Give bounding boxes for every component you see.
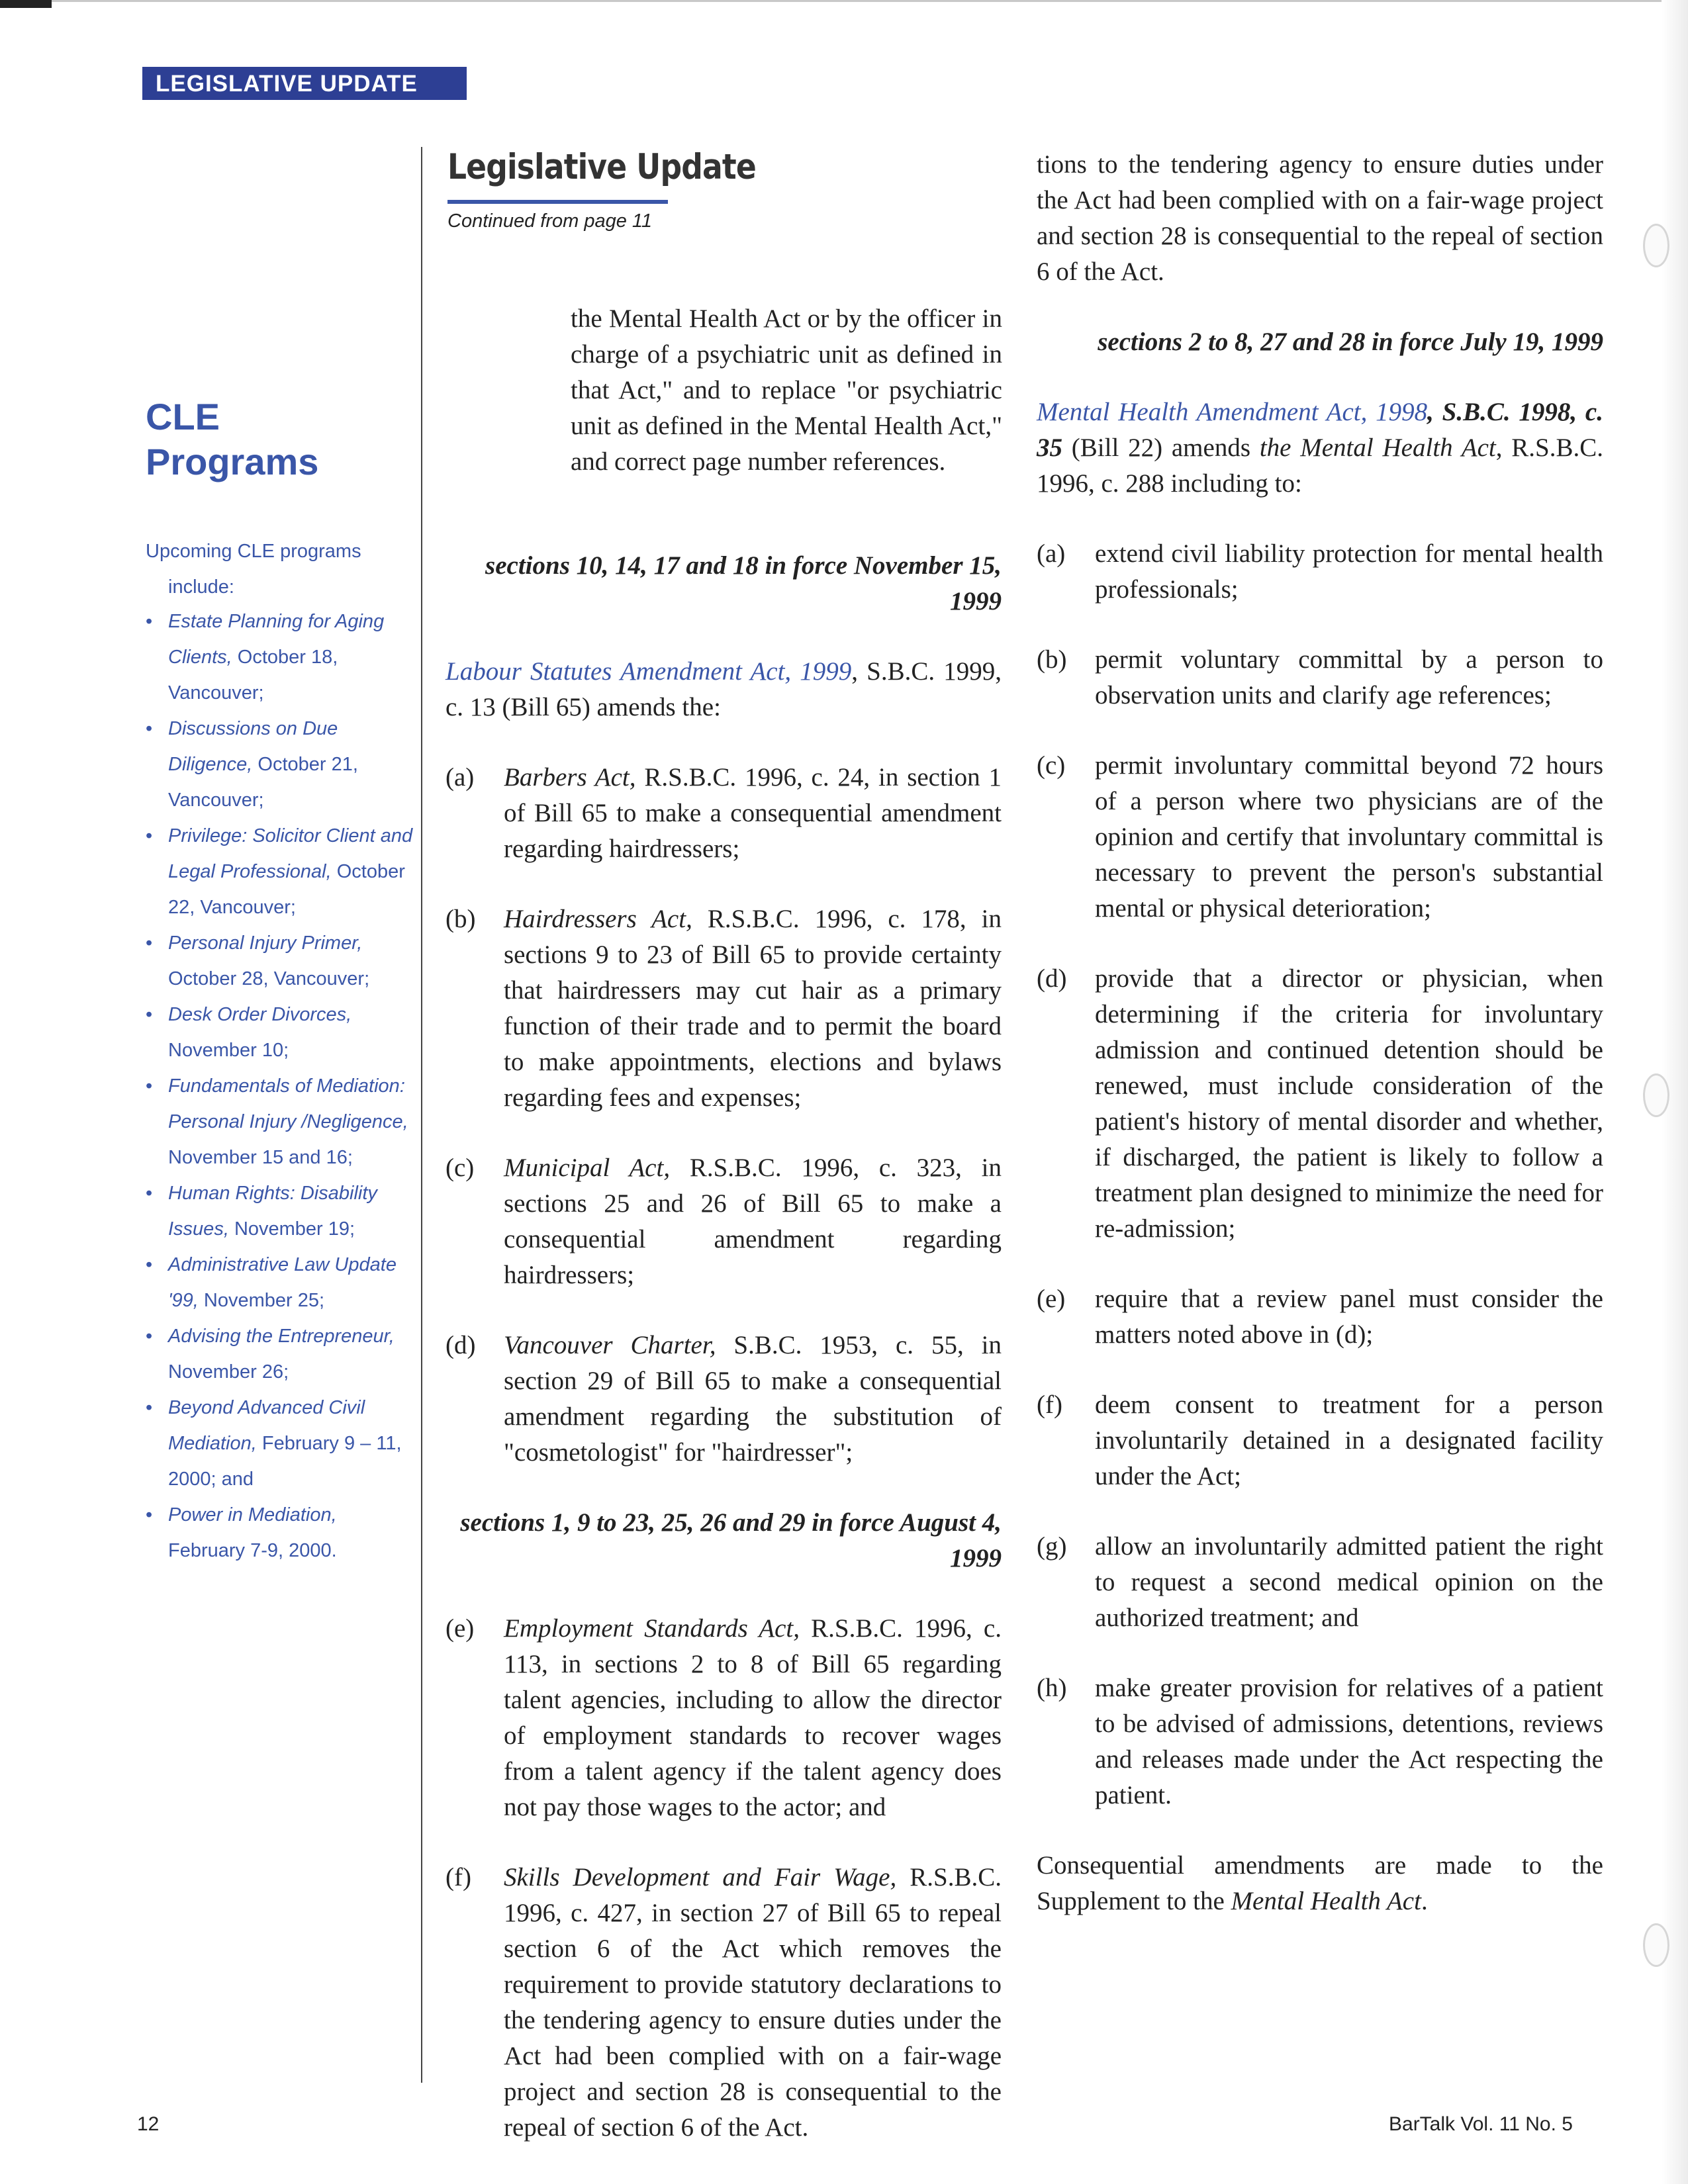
act-cite: , S.B.C. 1998, c. 35 bbox=[1037, 398, 1603, 462]
act-name: Mental Health Act bbox=[1231, 1887, 1421, 1915]
item-text: provide that a director or physician, when determining if the criteria for involuntary admission and continued detention should be renewed, must include consideration of the patient's history of mental disorder and whether, if discharged, the patient is likely to follow a treatment plan designed to minimize the need for re-admission; bbox=[1095, 964, 1603, 1243]
sidebar-title-line: Programs bbox=[146, 441, 319, 482]
list-item bbox=[1037, 536, 1603, 608]
item-text: allow an involuntarily admitted patient the right to request a second medical opinion on the authorized treatment; and bbox=[1095, 1532, 1603, 1632]
sidebar-intro bbox=[146, 533, 410, 605]
program-title: Personal Injury Primer, bbox=[168, 933, 363, 954]
article-heading: Legislative Update bbox=[447, 147, 756, 187]
binder-hole bbox=[1643, 1923, 1669, 1967]
program-title: Discussions on Due Diligence, bbox=[168, 718, 338, 775]
program-detail: February 7-9, 2000. bbox=[168, 1540, 337, 1561]
act-name: Municipal Act, bbox=[504, 1154, 671, 1182]
list-item bbox=[146, 1068, 417, 1175]
act-name: Skills Development and Fair Wage, bbox=[504, 1863, 897, 1891]
program-detail: October 28, Vancouver; bbox=[168, 968, 370, 989]
bullet-icon: • bbox=[146, 1183, 153, 1204]
act-name: Vancouver Charter, bbox=[504, 1331, 716, 1359]
list-item bbox=[1037, 1670, 1603, 1813]
heading-underline bbox=[447, 200, 668, 204]
list-item bbox=[146, 1175, 417, 1247]
list-item bbox=[445, 901, 1002, 1116]
act-name: Employment Standards Act, bbox=[504, 1614, 800, 1643]
page-number: 12 bbox=[137, 2113, 160, 2135]
program-title: Estate Planning for Aging Clients, bbox=[168, 611, 385, 668]
item-label: (b) bbox=[1037, 645, 1067, 674]
item-text: R.S.B.C. 1996, c. 24, in section 1 of Bill 65 to make a consequential amendment regarding hairdressers; bbox=[504, 763, 1002, 863]
item-label: (c) bbox=[1037, 751, 1066, 780]
program-detail: October 22, Vancouver; bbox=[168, 861, 405, 918]
list-item bbox=[445, 1860, 1002, 2142]
article-column-2-top bbox=[571, 301, 1002, 480]
list-item bbox=[445, 760, 1002, 867]
closing-text: Consequential amendments are made to the Supplement to the bbox=[1037, 1851, 1603, 1915]
list-item bbox=[1037, 642, 1603, 713]
item-label: (e) bbox=[445, 1614, 475, 1643]
act-intro-end: , R.S.B.C. 1996, c. 288 including to: bbox=[1037, 433, 1603, 498]
program-detail: November 10; bbox=[168, 1040, 289, 1061]
binder-hole bbox=[1643, 1073, 1669, 1117]
item-text: R.S.B.C. 1996, c. 427, in section 27 of Bill 65 to repeal section 6 of the Act which removes the requirement to provide statutory declarations to the tendering agency to ensure duties under the Act had been complied with on a fair-wage project and section 28 is consequential to the repeal of section 6 of the Act. bbox=[504, 1863, 1002, 2142]
program-title: Advising the Entrepreneur, bbox=[168, 1326, 395, 1347]
list-item bbox=[146, 1247, 417, 1318]
sidebar-intro-line: include: bbox=[168, 576, 234, 598]
program-title: Power in Mediation, bbox=[168, 1504, 337, 1525]
program-title: Fundamentals of Mediation: Personal Injury /Negligence, bbox=[168, 1075, 408, 1132]
cle-program-list bbox=[146, 604, 417, 1569]
list-item bbox=[445, 1328, 1002, 1471]
list-item bbox=[1037, 961, 1603, 1247]
bullet-icon: • bbox=[146, 1004, 153, 1025]
list-item bbox=[1037, 748, 1603, 927]
list-item bbox=[1037, 1529, 1603, 1636]
list-item bbox=[146, 711, 417, 818]
closing-end: . bbox=[1421, 1887, 1428, 1915]
paragraph: tions to the tendering agency to ensure duties under the Act had been complied with on a fair-wage project and section 28 is consequential to the repeal of section 6 of the Act. bbox=[1037, 150, 1603, 286]
item-text: S.B.C. 1953, c. 55, in section 29 of Bill 65 to make a consequential amendment regarding the substitution of "cosmetologist" for "hairdresser"; bbox=[504, 1331, 1002, 1467]
bullet-icon: • bbox=[146, 933, 153, 954]
item-text: R.S.B.C. 1996, c. 323, in sections 25 and 26 of Bill 65 to make a consequential amendment regarding hairdressers; bbox=[504, 1154, 1002, 1289]
list-item bbox=[146, 925, 417, 997]
act-intro: , S.B.C. 1999, c. 13 (Bill 65) amends the: bbox=[445, 657, 1002, 721]
program-title: Desk Order Divorces, bbox=[168, 1004, 352, 1025]
act-title: Mental Health Amendment Act, 1998 bbox=[1037, 398, 1428, 426]
act-name: Hairdressers Act, bbox=[504, 905, 692, 933]
list-item bbox=[146, 1497, 417, 1569]
sidebar-title-line: CLE bbox=[146, 396, 220, 437]
item-text: permit voluntary committal by a person to observation units and clarify age references; bbox=[1095, 645, 1603, 709]
item-text: require that a review panel must consider the matters noted above in (d); bbox=[1095, 1285, 1603, 1349]
program-title: Beyond Advanced Civil Mediation, bbox=[168, 1397, 365, 1454]
item-label: (a) bbox=[1037, 539, 1066, 568]
sidebar-intro-line: Upcoming CLE programs bbox=[146, 541, 361, 562]
corner-mark bbox=[0, 0, 52, 8]
bullet-icon: • bbox=[146, 1254, 153, 1275]
list-item bbox=[1037, 1387, 1603, 1494]
list-item bbox=[445, 1150, 1002, 1293]
binder-hole bbox=[1643, 224, 1669, 267]
program-title: Administrative Law Update '99, bbox=[168, 1254, 397, 1311]
list-item bbox=[445, 1611, 1002, 1825]
list-item bbox=[1037, 1281, 1603, 1353]
act-intro: (Bill 22) amends bbox=[1062, 433, 1260, 462]
force-note: sections 10, 14, 17 and 18 in force November 15, 1999 bbox=[485, 551, 1002, 615]
item-text: R.S.B.C. 1996, c. 178, in sections 9 to 23 of Bill 65 to provide certainty that hairdressers may cut hair as a primary function of their trade and to permit the board to make appointments, elections and bylaws regarding fees and expenses; bbox=[504, 905, 1002, 1112]
bullet-icon: • bbox=[146, 1397, 153, 1418]
list-item bbox=[146, 818, 417, 925]
item-label: (b) bbox=[445, 905, 476, 933]
item-label: (f) bbox=[1037, 1390, 1062, 1419]
program-title: Privilege: Solicitor Client and Legal Professional, bbox=[168, 825, 413, 882]
bullet-icon: • bbox=[146, 1326, 153, 1347]
item-text: deem consent to treatment for a person involuntarily detained in a designated facility under the Act; bbox=[1095, 1390, 1603, 1490]
continued-note: Continued from page 11 bbox=[447, 210, 653, 232]
program-detail: November 26; bbox=[168, 1361, 289, 1383]
item-label: (c) bbox=[445, 1154, 475, 1182]
program-detail: October 18, Vancouver; bbox=[168, 647, 338, 704]
list-item bbox=[146, 1390, 417, 1497]
bullet-icon: • bbox=[146, 1075, 153, 1097]
magazine-issue: BarTalk Vol. 11 No. 5 bbox=[1389, 2113, 1573, 2135]
paragraph: the Mental Health Act or by the officer in charge of a psychiatric unit as defined in that Act," and to replace "or psychiatric unit as defined in the Mental Health Act," and correct page number references. bbox=[571, 304, 1002, 476]
bullet-icon: • bbox=[146, 718, 153, 739]
article-column-3 bbox=[1037, 147, 1603, 1919]
program-detail: November 15 and 16; bbox=[168, 1147, 353, 1168]
article-column-2 bbox=[445, 548, 1002, 2142]
item-text: make greater provision for relatives of a patient to be advised of admissions, detentions, reviews and releases made under the Act respecting the patient. bbox=[1095, 1674, 1603, 1809]
paragraph bbox=[1037, 394, 1603, 502]
item-label: (d) bbox=[1037, 964, 1067, 993]
force-note: sections 1, 9 to 23, 25, 26 and 29 in force August 4, 1999 bbox=[460, 1508, 1002, 1572]
act-title: Labour Statutes Amendment Act, 1999 bbox=[445, 657, 852, 686]
item-text: extend civil liability protection for mental health professionals; bbox=[1095, 539, 1603, 604]
item-label: (a) bbox=[445, 763, 475, 792]
item-text: permit involuntary committal beyond 72 hours of a person where two physicians are of the opinion and certify that involuntary committal is necessary to prevent the person's substantial mental or physical deterioration; bbox=[1095, 751, 1603, 923]
item-text: R.S.B.C. 1996, c. 113, in sections 2 to 8 of Bill 65 regarding talent agencies, including to allow the director of employment standards to recover wages from a talent agency if the talent agency does not pay those wages to the actor; and bbox=[504, 1614, 1002, 1821]
bullet-icon: • bbox=[146, 825, 153, 846]
sidebar-title bbox=[146, 394, 397, 484]
item-label: (f) bbox=[445, 1863, 471, 1891]
column-divider bbox=[421, 147, 422, 2083]
force-note: sections 2 to 8, 27 and 28 in force July 19, 1999 bbox=[1098, 328, 1603, 356]
act-name: the Mental Health Act bbox=[1259, 433, 1496, 462]
top-edge-line bbox=[0, 0, 1688, 2]
item-label: (d) bbox=[445, 1331, 476, 1359]
program-detail: November 25; bbox=[203, 1290, 325, 1311]
bullet-icon: • bbox=[146, 611, 153, 632]
program-title: Human Rights: Disability Issues, bbox=[168, 1183, 377, 1240]
list-item bbox=[146, 604, 417, 711]
program-detail: November 19; bbox=[234, 1218, 355, 1240]
program-detail: February 9 – 11, 2000; and bbox=[168, 1433, 402, 1490]
bullet-icon: • bbox=[146, 1504, 153, 1525]
paragraph bbox=[1037, 1848, 1603, 1919]
section-banner: LEGISLATIVE UPDATE bbox=[142, 67, 467, 100]
program-detail: October 21, Vancouver; bbox=[168, 754, 358, 811]
paragraph bbox=[445, 654, 1002, 725]
list-item bbox=[146, 1318, 417, 1390]
list-item bbox=[146, 997, 417, 1068]
act-name: Barbers Act, bbox=[504, 763, 636, 792]
item-label: (e) bbox=[1037, 1285, 1066, 1313]
item-label: (h) bbox=[1037, 1674, 1067, 1702]
item-label: (g) bbox=[1037, 1532, 1067, 1561]
